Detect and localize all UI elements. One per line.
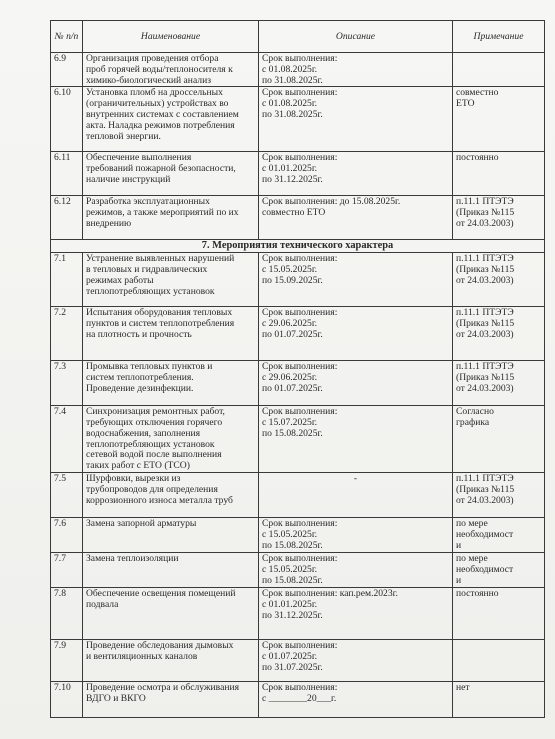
row-note-line: нет [456,681,470,693]
row-note-line: ЕТО [456,98,475,110]
row-name [83,587,259,639]
row-number: 7.9 [51,639,83,681]
row-name-line: Разработка эксплуатационных [86,196,210,208]
row-description-line: по 15.08.2025г. [262,574,323,586]
row-description-line: Срок выполнения: [262,552,338,564]
row-name [83,87,259,152]
table-row [51,53,545,87]
row-name-line: акта. Наладка режимов потребления [86,119,235,131]
row-name-line: наличие инструкций [86,173,171,185]
row-note-line: (Приказ №115 [456,317,515,329]
row-name [83,681,259,717]
row-name-line: внедрению [86,217,132,229]
row-name-line: систем теплопотребления. [86,371,194,383]
row-description [259,53,453,87]
row-name-line: Замена теплоизоляции [86,552,179,564]
row-number: 6.11 [51,152,83,196]
row-note [453,307,545,361]
row-number: 7.10 [51,681,83,717]
row-name-line: химико-биологический анализ [86,74,211,86]
table-row [51,681,545,717]
header-note: Примечание [453,21,545,53]
row-description-line: Срок выполнения: до 15.08.2025г. [262,196,401,208]
row-description [259,681,453,717]
row-note-line: п.11.1 ПТЭТЭ [456,196,514,208]
row-description-line: по 31.12.2025г. [262,173,323,185]
row-note [453,406,545,473]
section-heading-row [51,240,545,253]
row-name-line: Обеспечение освещения помещений [86,587,236,599]
row-name [83,53,259,87]
row-description-line: по 01.07.2025г. [262,382,323,394]
row-name-line: трубопроводов для определения [86,483,218,495]
row-name-line: коррозионного износа металла труб [86,494,233,506]
table-row [51,87,545,152]
row-description-line: Срок выполнения: [262,53,338,64]
row-description [259,196,453,240]
row-description-line: по 31.07.2025г. [262,661,323,673]
row-name [83,152,259,196]
table-row [51,253,545,307]
row-name-line: Проведение обследования дымовых [86,639,234,651]
row-note-line: Согласно [456,406,494,418]
row-note-line: необходимост [456,563,514,575]
row-name-line: Проведение дезинфекции. [86,382,194,394]
row-name [83,307,259,361]
row-number: 7.5 [51,472,83,517]
table-row [51,552,545,587]
row-description-line: Срок выполнения: [262,307,338,319]
row-note-line: (Приказ №115 [456,207,515,219]
row-name-line: в тепловых и гидравлических [86,263,208,275]
row-note [453,587,545,639]
row-number: 7.4 [51,406,83,473]
row-description-line: Срок выполнения: [262,253,338,265]
row-name-line: требований пожарной безопасности, [86,163,236,175]
row-note [453,639,545,681]
row-name-line: Синхронизация ремонтных работ, [86,406,225,418]
row-name-line: водоснабжения, заполнения [86,427,201,439]
row-name-line: подвала [86,598,119,610]
rows-section-7 [51,253,545,718]
row-description-line: с 01.01.2025г. [262,163,318,175]
row-description-line: с ________20___г. [262,692,337,704]
row-name-line: Замена запорной арматуры [86,517,197,529]
row-name [83,253,259,307]
row-description-line: Срок выполнения: [262,87,338,99]
row-note [453,472,545,517]
row-note [453,152,545,196]
row-note-line: (Приказ №115 [456,263,515,275]
row-name-line: режимов, а также мероприятий по их [86,207,239,219]
section-title: 7. Мероприятия технического характера [51,240,545,253]
row-note-line: п.11.1 ПТЭТЭ [456,472,514,484]
row-note-line: графика [456,416,490,428]
row-note-line: п.11.1 ПТЭТЭ [456,253,514,265]
row-description-line: с 01.07.2025г. [262,650,318,662]
table-row [51,517,545,552]
row-name-line: пунктов и систем теплопотребления [86,317,235,329]
row-description-line: с 29.06.2025г. [262,317,318,329]
row-description [259,517,453,552]
table-row [51,361,545,406]
row-note-line: постоянно [456,152,499,164]
row-description-line: с 01.08.2025г. [262,63,318,75]
row-name-line: режимах работы [86,274,154,286]
row-name-line: Шурфовки, вырезки из [86,472,181,484]
row-note-line: от 24.03.2003) [456,274,514,286]
row-description-line: Срок выполнения: [262,681,338,693]
row-note-line: от 24.03.2003) [456,328,514,340]
row-number: 7.6 [51,517,83,552]
row-note-line: от 24.03.2003) [456,494,514,506]
row-note [453,681,545,717]
row-note-line: п.11.1 ПТЭТЭ [456,307,514,319]
row-name-line: Проведение осмотра и обслуживания [86,681,240,693]
row-description-line: Срок выполнения: [262,361,338,373]
row-description-line: с 01.08.2025г. [262,98,318,110]
row-description [259,361,453,406]
row-note [453,87,545,152]
table-row [51,406,545,473]
row-description-line: Срок выполнения: [262,152,338,164]
row-description-line: по 01.07.2025г. [262,328,323,340]
row-description-line: по 15.09.2025г. [262,274,323,286]
row-description-line: с 29.06.2025г. [262,371,318,383]
header-name: Наименование [83,21,259,53]
row-description [259,152,453,196]
row-description-line: по 31.08.2025г. [262,108,323,120]
row-description-line: по 31.08.2025г. [262,74,323,86]
row-note-line: необходимост [456,528,514,540]
header-number: № п/п [51,21,83,53]
row-note [453,517,545,552]
row-name [83,639,259,681]
row-number: 6.12 [51,196,83,240]
row-number: 7.7 [51,552,83,587]
measures-table [50,20,545,718]
row-description-line: Срок выполнения: [262,639,338,651]
table-row [51,196,545,240]
row-note-line: и [456,539,462,551]
row-description-line: с 15.07.2025г. [262,416,318,428]
row-name-line: внутренних системах с составлением [86,108,239,120]
table-row [51,639,545,681]
row-note [453,552,545,587]
row-number: 7.2 [51,307,83,361]
row-description-line: Срок выполнения: кап.рем.2023г. [262,587,398,599]
row-note-line: совместно [456,87,499,99]
row-number: 7.8 [51,587,83,639]
row-name-line: теплопотребляющих установок [86,438,215,450]
row-description [259,639,453,681]
row-name-line: тепловой энергии. [86,130,161,142]
row-note-line: по мере [456,552,488,564]
row-name-line: на плотность и прочность [86,328,192,340]
row-name [83,361,259,406]
row-name-line: требующих отключения горячего [86,416,223,428]
row-description [259,552,453,587]
row-number: 7.1 [51,253,83,307]
row-name-line: (ограничительных) устройствах во [86,98,229,110]
header-description: Описание [259,21,453,53]
row-name-line: таких работ с ЕТО (ТСО) [86,460,190,472]
rows-section-6 [51,53,545,240]
row-name [83,472,259,517]
row-description-line: по 31.12.2025г. [262,609,323,621]
row-description-line: - [353,472,358,484]
row-name-line: Организация проведения отбора [86,53,219,64]
row-note-line: по мере [456,517,488,529]
row-description [259,253,453,307]
row-name [83,552,259,587]
row-name-line: сетевой водой после выполнения [86,449,222,461]
row-name [83,196,259,240]
row-description-line: по 15.08.2025г. [262,539,323,551]
table-row [51,472,545,517]
row-description [259,406,453,473]
row-name-line: Установка пломб на дроссельных [86,87,223,99]
table-header-row [51,21,545,53]
row-note-line: от 24.03.2003) [456,382,514,394]
row-name-line: теплопотребляющих установок [86,285,215,297]
table-row [51,307,545,361]
row-name-line: и вентиляционных каналов [86,650,198,662]
row-description-line: с 01.01.2025г. [262,598,318,610]
row-note [453,253,545,307]
row-number: 6.10 [51,87,83,152]
row-description [259,587,453,639]
row-name-line: Обеспечение выполнения [86,152,192,164]
row-note [453,196,545,240]
row-name-line: проб горячей воды/теплоносителя к [86,63,233,75]
row-description-line: с 15.05.2025г. [262,528,318,540]
table-row [51,152,545,196]
row-description [259,472,453,517]
row-description-line: по 15.08.2025г. [262,427,323,439]
row-description [259,307,453,361]
row-description-line: с 15.05.2025г. [262,263,318,275]
row-name [83,517,259,552]
row-note-line: п.11.1 ПТЭТЭ [456,361,514,373]
row-note-line: (Приказ №115 [456,371,515,383]
row-description [259,87,453,152]
row-description-line: Срок выполнения: [262,517,338,529]
row-note-line: (Приказ №115 [456,483,515,495]
row-note [453,53,545,87]
row-name-line: Устранение выявленных нарушений [86,253,235,265]
row-note-line: от 24.03.2003) [456,217,514,229]
row-note [453,361,545,406]
row-description-line: Срок выполнения: [262,406,338,418]
row-description-line: с 15.05.2025г. [262,563,318,575]
row-note-line: постоянно [456,587,499,599]
row-name [83,406,259,473]
row-name-line: Испытания оборудования тепловых [86,307,233,319]
table-row [51,587,545,639]
row-description-line: совместно ЕТО [262,207,326,219]
row-name-line: Промывка тепловых пунктов и [86,361,213,373]
row-note-line: и [456,574,462,586]
row-name-line: ВДГО и ВКГО [86,692,146,704]
row-number: 6.9 [51,53,83,87]
row-number: 7.3 [51,361,83,406]
